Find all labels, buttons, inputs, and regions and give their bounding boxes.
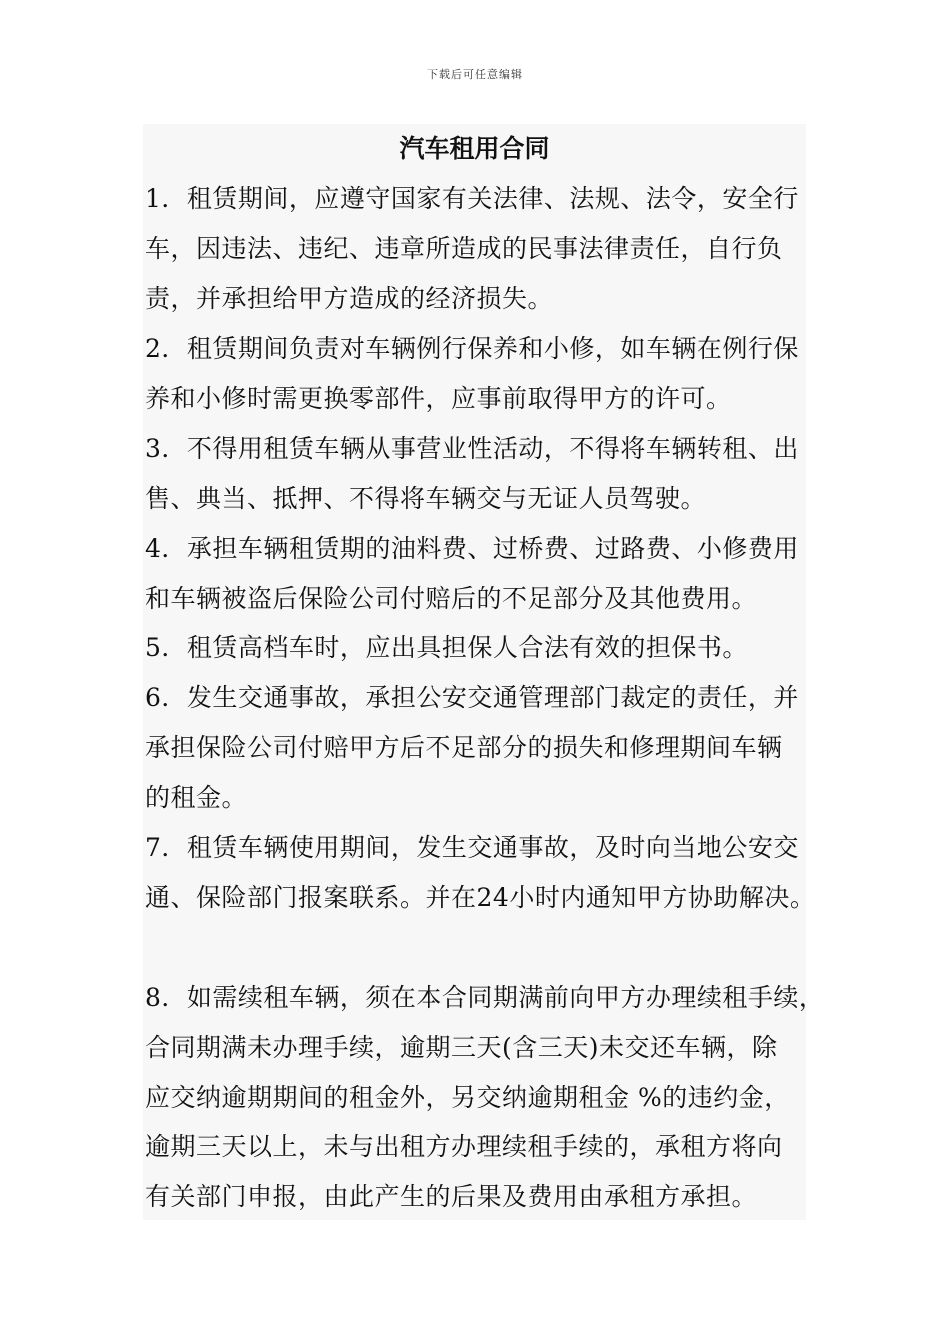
document-title: 汽车租用合同 <box>399 134 550 163</box>
clause-line: 责，并承担给甲方造成的经济损失。 <box>145 284 554 313</box>
clause-line: 售、典当、抵押、不得将车辆交与无证人员驾驶。 <box>145 484 707 513</box>
clause-line: 通、保险部门报案联系。并在24小时内通知甲方协助解决。 <box>145 883 816 912</box>
clause-line: 2．租赁期间负责对车辆例行保养和小修，如车辆在例行保 <box>145 334 799 363</box>
clause-line: 8．如需续租车辆，须在本合同期满前向甲方办理续租手续， <box>145 983 825 1012</box>
clause-line: 5．租赁高档车时，应出具担保人合法有效的担保书。 <box>145 633 748 662</box>
clause-line: 4．承担车辆租赁期的油料费、过桥费、过路费、小修费用 <box>145 534 799 563</box>
clause-line: 7．租赁车辆使用期间，发生交通事故，及时向当地公安交 <box>145 833 799 862</box>
clause-line: 逾期三天以上，未与出租方办理续租手续的，承租方将向 <box>145 1132 783 1161</box>
clause-line: 合同期满未办理手续，逾期三天(含三天)未交还车辆，除 <box>145 1033 778 1062</box>
clause-line: 3．不得用租赁车辆从事营业性活动，不得将车辆转租、出 <box>145 434 799 463</box>
clause-line: 承担保险公司付赔甲方后不足部分的损失和修理期间车辆 <box>145 733 783 762</box>
clause-line: 车，因违法、违纪、违章所造成的民事法律责任，自行负 <box>145 234 783 263</box>
clause-line: 有关部门申报，由此产生的后果及费用由承租方承担。 <box>145 1182 758 1211</box>
clause-line: 和车辆被盗后保险公司付赔后的不足部分及其他费用。 <box>145 584 758 613</box>
page-header-note: 下载后可任意编辑 <box>427 68 523 81</box>
clause-line: 养和小修时需更换零部件，应事前取得甲方的许可。 <box>145 384 732 413</box>
clause-line: 的租金。 <box>145 783 248 812</box>
clause-line: 应交纳逾期期间的租金外，另交纳逾期租金 %的违约金， <box>145 1083 790 1112</box>
clause-line: 1．租赁期间，应遵守国家有关法律、法规、法令，安全行 <box>145 184 799 213</box>
clause-line: 6．发生交通事故，承担公安交通管理部门裁定的责任，并 <box>145 683 799 712</box>
